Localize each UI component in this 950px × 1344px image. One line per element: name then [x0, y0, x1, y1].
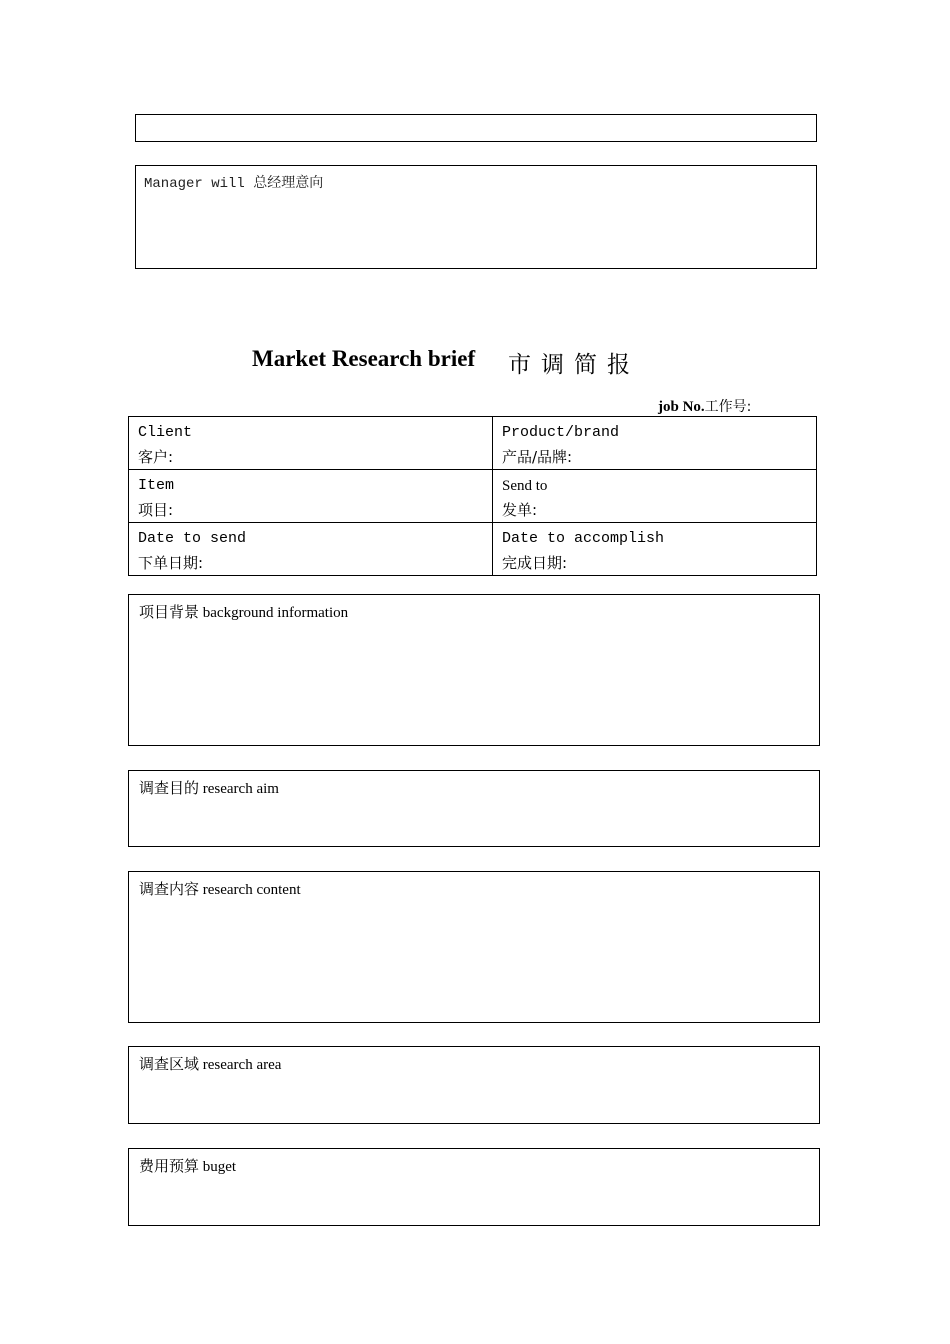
- budget-box[interactable]: [128, 1148, 820, 1226]
- research-aim-label: 调查目的 research aim: [139, 781, 279, 797]
- info-table: [128, 416, 817, 576]
- send-to-label-en: Send to: [502, 478, 548, 494]
- research-content-label: 调查内容 research content: [139, 882, 301, 898]
- research-content-box[interactable]: [128, 871, 820, 1023]
- top-empty-box: [135, 114, 817, 142]
- research-area-box[interactable]: [128, 1046, 820, 1124]
- table-row: [129, 417, 817, 470]
- client-label-cn: 客户:: [138, 448, 174, 466]
- job-number-label: [658, 396, 751, 416]
- table-row: [129, 470, 817, 523]
- manager-will-label: Manager will 总经理意向: [144, 176, 324, 192]
- job-number-label-en: job No.: [658, 399, 705, 415]
- background-information-box[interactable]: [128, 594, 820, 746]
- research-aim-box[interactable]: [128, 770, 820, 847]
- date-to-send-label-en: Date to send: [138, 530, 247, 547]
- item-cell[interactable]: [129, 470, 493, 523]
- send-to-label-cn: 发单:: [502, 501, 538, 519]
- budget-label: 费用预算 buget: [139, 1159, 237, 1175]
- page-title-cn: 市调简报: [508, 352, 640, 378]
- job-number-label-cn: 工作号:: [704, 399, 752, 415]
- research-area-label: 调查区域 research area: [139, 1057, 282, 1073]
- date-to-accomplish-label-cn: 完成日期:: [502, 554, 568, 572]
- manager-will-box[interactable]: [135, 165, 817, 269]
- client-cell[interactable]: [129, 417, 493, 470]
- page-title: Market Research brief: [252, 346, 476, 371]
- item-label-cn: 项目:: [138, 501, 174, 519]
- product-brand-cell[interactable]: [493, 417, 817, 470]
- background-information-label: 项目背景 background information: [139, 605, 349, 621]
- client-label-en: Client: [138, 424, 193, 441]
- date-to-send-label-cn: 下单日期:: [138, 554, 204, 572]
- date-to-accomplish-cell[interactable]: [493, 523, 817, 576]
- date-to-accomplish-label-en: Date to accomplish: [502, 530, 665, 547]
- product-brand-label-en: Product/brand: [502, 424, 620, 441]
- table-row: [129, 523, 817, 576]
- date-to-send-cell[interactable]: [129, 523, 493, 576]
- product-brand-label-cn: 产品/品牌:: [502, 448, 573, 466]
- send-to-cell[interactable]: [493, 470, 817, 523]
- item-label-en: Item: [138, 477, 175, 494]
